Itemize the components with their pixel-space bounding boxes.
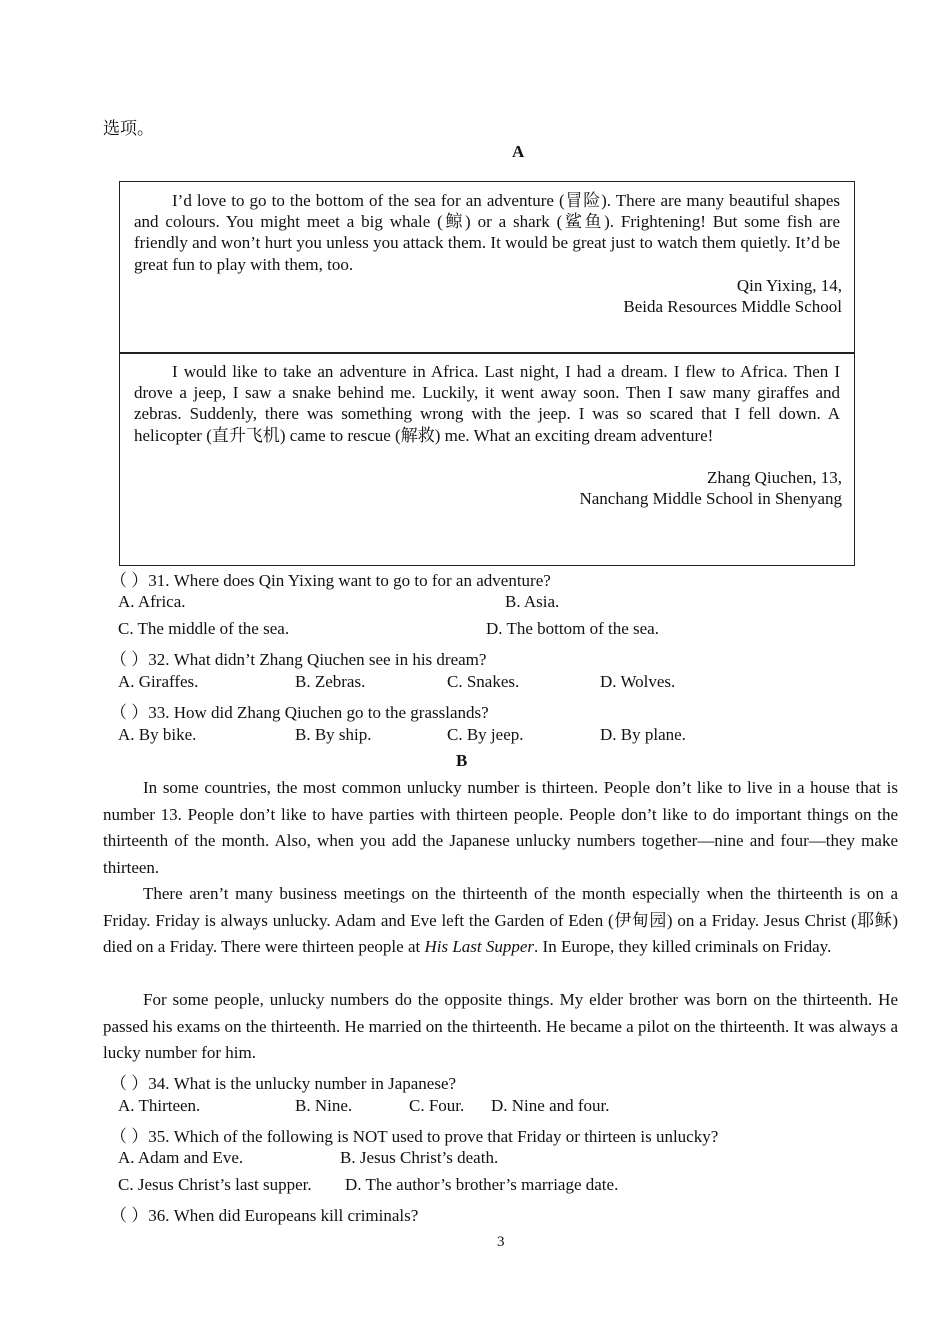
q32-option-d: D. Wolves. (600, 672, 676, 691)
q33-option-a: A. By bike. (118, 725, 197, 744)
q32-option-b: B. Zebras. (295, 672, 366, 691)
q33-option-d: D. By plane. (600, 725, 686, 744)
section-a-heading: A (512, 142, 525, 161)
q32-option-a: A. Giraffes. (118, 672, 199, 691)
instruction-tail: 选项。 (103, 119, 154, 138)
q35-option-c: C. Jesus Christ’s last supper. (118, 1175, 312, 1194)
q33-option-b: B. By ship. (295, 725, 372, 744)
passage-1-school: Beida Resources Middle School (623, 297, 842, 316)
passage-box-2 (119, 352, 855, 566)
passage-b-paragraph-2 (103, 881, 898, 961)
q34-option-c: C. Four. (409, 1096, 465, 1115)
question-31: （ ）31. Where does Qin Yixing want to go to for an adventure? (110, 571, 551, 590)
question-32: （ ）32. What didn’t Zhang Qiuchen see in his dream? (110, 650, 487, 669)
q31-option-b: B. Asia. (505, 592, 560, 611)
passage-1-author: Qin Yixing, 14, (736, 276, 842, 295)
passage-b-paragraph-1: In some countries, the most common unlucky number is thirteen. People don’t like to live in a house that is number 13. People don’t like to have parties with thirteen people. People don’t like to do important things on the thirteenth of the month. Also, when you add the Japanese unlucky numbers together—nine and four—they make thirteen. (103, 778, 898, 877)
p2-text-end: . In Europe, they killed criminals on Friday. (534, 937, 832, 957)
q34-option-d: D. Nine and four. (491, 1096, 610, 1115)
passage-2-text: I would like to take an adventure in Africa. Last night, I had a dream. I flew to Africa. Then I drove a jeep, I saw a snake behind me. Luckily, it went away soon. Then I saw many giraffes and zebras. Suddenly, there was something wrong with the jeep. I was so scared that I fell down. A helicopter (直升飞机) came to rescue (解救) me. What an exciting dream adventure! (134, 362, 840, 445)
page-number: 3 (497, 1234, 505, 1250)
passage-2-author: Zhang Qiuchen, 13, (706, 468, 842, 487)
q31-option-d: D. The bottom of the sea. (486, 619, 659, 638)
q35-option-a: A. Adam and Eve. (118, 1148, 244, 1167)
question-35: （ ）35. Which of the following is NOT used to prove that Friday or thirteen is unlucky? (110, 1127, 719, 1146)
passage-2-school: Nanchang Middle School in Shenyang (579, 489, 842, 508)
q35-option-d: D. The author’s brother’s marriage date. (345, 1175, 619, 1194)
section-b-heading: B (456, 751, 468, 770)
q31-option-c: C. The middle of the sea. (118, 619, 290, 638)
passage-b-paragraph-3: For some people, unlucky numbers do the opposite things. My elder brother was born on the thirteenth. He passed his exams on the thirteenth. He married on the thirteenth. He became a pilot on the thirteenth. It was always a lucky number for him. (103, 990, 898, 1063)
question-34: （ ）34. What is the unlucky number in Japanese? (110, 1074, 457, 1093)
q31-option-a: A. Africa. (118, 592, 186, 611)
q33-option-c: C. By jeep. (447, 725, 524, 744)
question-36: （ ）36. When did Europeans kill criminals? (110, 1206, 419, 1225)
passage-box-1 (119, 181, 855, 354)
q35-option-b: B. Jesus Christ’s death. (340, 1148, 499, 1167)
question-33: （ ）33. How did Zhang Qiuchen go to the grasslands? (110, 703, 489, 722)
p2-italic-title: His Last Supper (424, 937, 535, 957)
p2-text: There aren’t many business meetings on the thirteenth of the month especially when the thirteenth is on a Friday. Friday is always unlucky. Adam and Eve left the Garden of Eden (伊甸园) on a Friday. Jesus Christ (耶稣) died on a Friday. There were thirteen people at (103, 884, 898, 957)
q32-option-c: C. Snakes. (447, 672, 520, 691)
passage-1-text: I’d love to go to the bottom of the sea for an adventure (冒险). There are many beautiful shapes and colours. You might meet a big whale (鲸) or a shark (鲨鱼). Frightening! But some fish are friendly and won’t hurt you unless you attack them. It would be great just to watch them quietly. It’d be great fun to play with them, too. (134, 191, 840, 274)
q34-option-b: B. Nine. (295, 1096, 353, 1115)
q34-option-a: A. Thirteen. (118, 1096, 201, 1115)
